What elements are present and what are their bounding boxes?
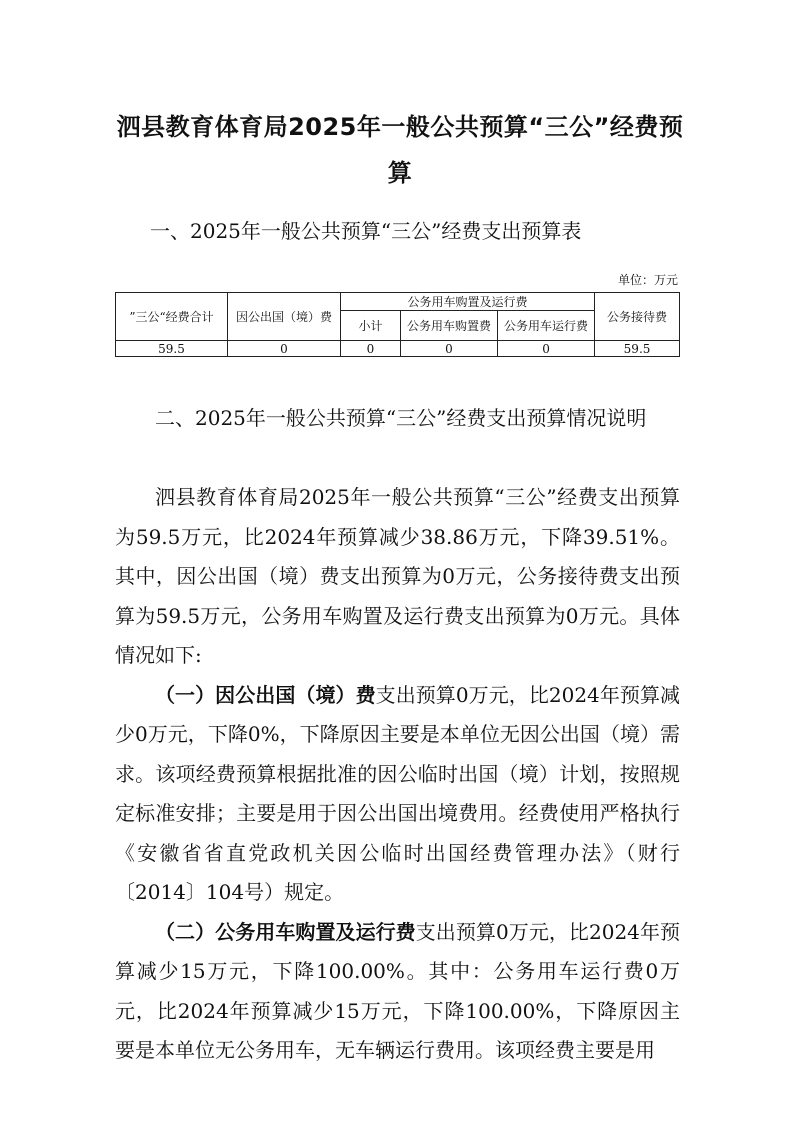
- header-abroad: 因公出国（境）费: [228, 293, 341, 341]
- header-purchase: 公务用车购置费: [401, 311, 498, 341]
- paragraph-vehicle: [115, 913, 680, 1071]
- header-operation: 公务用车运行费: [498, 311, 595, 341]
- body-text: [115, 478, 680, 1071]
- paragraph-summary: 泗县教育体育局2025年一般公共预算“三公”经费支出预算为59.5万元，比2024年预算减少38.86万元，下降39.51%。其中，因公出国（境）费支出预算为0万元，公务接待费支出预算为59.5万元，公务用车购置及运行费支出预算为0万元。具体情况如下:: [115, 485, 680, 667]
- paragraph-vehicle-body: 支出预算0万元，比2024年预算减少15万元，下降100.00%。其中：公务用车运行费0万元，比2024年预算减少15万元，下降100.00%，下降原因主要是本单位无公务用车，无车辆运行费用。该项经费主要是用: [115, 919, 681, 1062]
- table-header-row: [116, 293, 680, 311]
- header-total: ”三公“经费合计: [116, 293, 228, 341]
- paragraph-abroad: [115, 676, 680, 913]
- cell-operation: 0: [498, 341, 595, 357]
- section-heading-explanation: 二、2025年一般公共预算“三公”经费支出预算情况说明: [155, 406, 647, 430]
- paragraph-abroad-heading: （一）因公出国（境）费: [155, 682, 376, 707]
- header-reception: 公务接待费: [595, 293, 680, 341]
- cell-abroad: 0: [228, 341, 341, 357]
- section-heading-table: 一、2025年一般公共预算“三公”经费支出预算表: [150, 219, 582, 243]
- paragraph-vehicle-heading: （二）公务用车购置及运行费: [155, 919, 416, 944]
- cell-subtotal: 0: [341, 341, 401, 357]
- table-row: [116, 341, 680, 357]
- header-subtotal: 小计: [341, 311, 401, 341]
- cell-reception: 59.5: [595, 341, 680, 357]
- cell-purchase: 0: [401, 341, 498, 357]
- header-vehicle-group: 公务用车购置及运行费: [341, 293, 595, 311]
- unit-label: 单位：万元: [617, 273, 678, 287]
- cell-total: 59.5: [116, 341, 228, 357]
- budget-table: [115, 292, 680, 357]
- page-title: 泗县教育体育局2025年一般公共预算“三公”经费预算: [116, 113, 684, 187]
- paragraph-abroad-body: 支出预算0万元，比2024年预算减少0万元，下降0%，下降原因主要是本单位无因公出国（境）需求。该项经费预算根据批准的因公临时出国（境）计划，按照规定标准安排；主要是用于因公出国出境费用。经费使用严格执行《安徽省省直党政机关因公临时出国经费管理办法》（财行〔2014〕104号）规定。: [115, 682, 681, 904]
